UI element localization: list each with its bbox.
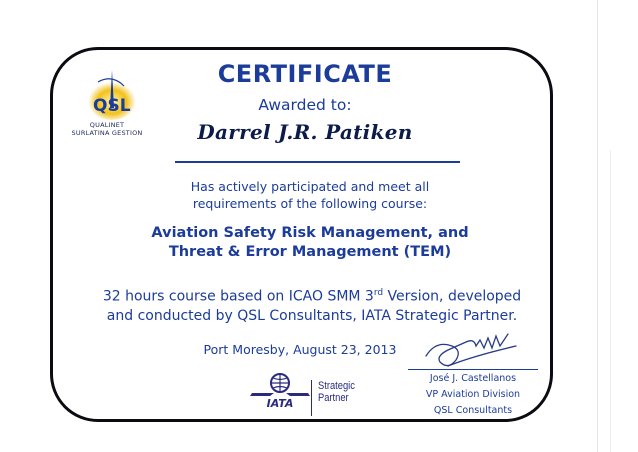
svg-text:QSL: QSL [93,96,131,116]
participation-text [150,178,470,212]
signatory-name: José J. Castellanos [429,373,517,384]
signatory-block [398,371,548,419]
svg-text:IATA: IATA [266,397,294,410]
qsl-logo-line1: QUALINET [89,121,125,129]
course-details-line-2: and conducted by QSL Consultants, IATA Strategic Partner. [106,307,518,324]
recipient-name: Darrel J.R. Patiken [197,120,413,144]
course-details [72,284,552,326]
iata-logo [244,371,314,411]
place-and-date: Port Moresby, August 23, 2013 [203,342,397,357]
signatory-title: VP Aviation Division [425,389,521,400]
course-details-line-1 [72,284,552,307]
signatory-organization: QSL Consultants [433,405,513,416]
scan-edge-line [610,150,611,452]
scan-edge-line [597,0,598,452]
hours-text-post: Version, developed [383,288,522,305]
ordinal-suffix: rd [373,288,384,298]
certificate-title: CERTIFICATE [217,60,393,88]
hours-text-pre: 32 hours course based on ICAO SMM 3 [102,288,374,305]
participation-line-1: Has actively participated and meet all [190,179,430,194]
participation-line-2: requirements of the following course: [192,196,428,211]
partner-divider [311,380,312,416]
course-title [120,224,500,262]
course-line-2: Threat & Error Management (TEM) [168,244,452,260]
strategic-label: Strategic [318,380,355,392]
awarded-to-label: Awarded to: [258,96,352,114]
course-line-1: Aviation Safety Risk Management, and [151,225,469,241]
signature-line [408,369,538,370]
partner-label: Partner [318,392,349,404]
qsl-logo-line2: SURLATINA GESTION [71,129,143,137]
strategic-partner-label [318,380,355,404]
qsl-logo-caption [57,121,157,137]
name-underline [175,161,460,163]
